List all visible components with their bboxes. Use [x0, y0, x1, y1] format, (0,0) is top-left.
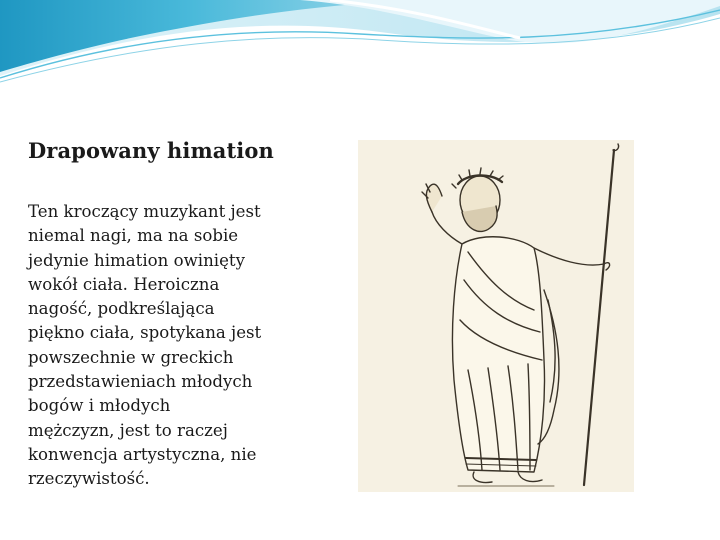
slide-title: Drapowany himation — [28, 138, 274, 163]
slide-body-text: Ten kroczący muzykant jest niemal nagi, ma na sobie jedynie himation owinięty wokół ciała. Heroiczna nagość, podkreślająca piękno ciała, spotykana jest powszechnie w greckich przedstawieniach młodych bogów i młodych mężczyzn, jest to raczej konwencja artystyczna, nie rzeczywistość. — [28, 202, 262, 489]
greek-figure-drawing-icon — [358, 140, 634, 492]
header-wave-decoration — [0, 0, 720, 95]
figure-image — [358, 140, 634, 492]
